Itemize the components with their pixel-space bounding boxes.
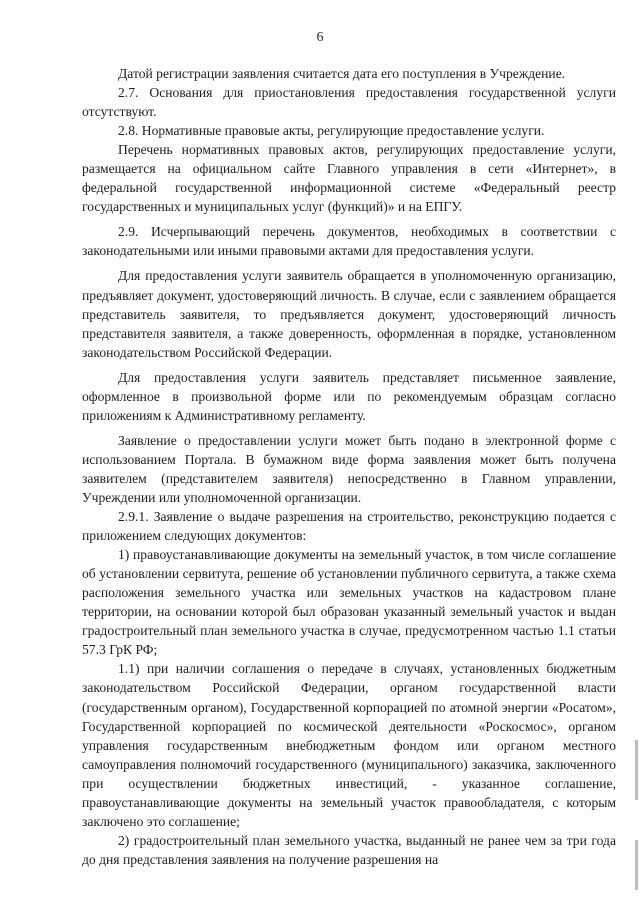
paragraph: Для предоставления услуги заявитель обращается в уполномоченную организацию, предъявляет документ, удостоверяющий личность. В случае, если с заявлением обращается представитель заявителя, то предъявляется документ, удостоверяющий личность представителя заявителя, а также доверенность, оформленная в порядке, установленном законодательством Российской Федерации. [82, 268, 616, 360]
scan-edge-mark [635, 840, 638, 890]
paragraph: Заявление о предоставлении услуги может быть подано в электронной форме с использованием Портала. В бумажном виде форма заявления может быть получена заявителем (представителем заявителя) непосредственно в Главном управлении, Учреждении или уполномоченной организации. [82, 432, 616, 505]
paragraph: Датой регистрации заявления считается дата его поступления в Учреждение. [118, 66, 566, 81]
paragraph: 2.7. Основания для приостановления предоставления государственной услуги отсутствуют. [82, 85, 616, 120]
document-body [82, 64, 616, 869]
paragraph: 2) градостроительный план земельного участка, выданный не ранее чем за три года до дня представления заявления на получение разрешения на [82, 832, 616, 867]
paragraph: 2.9.1. Заявление о выдаче разрешения на строительство, реконструкцию подается с приложением следующих документов: [82, 509, 616, 544]
paragraph: Для предоставления услуги заявитель представляет письменное заявление, оформленное в произвольной форме или по рекомендуемым образцам согласно приложениям к Административному регламенту. [82, 369, 616, 423]
paragraph: 1.1) при наличии соглашения о передаче в случаях, установленных бюджетным законодательством Российской Федерации, органом государственной власти (государственным органом), Государственной корпорацией по атомной энергии «Росатом», Государственной корпорацией по космической деятельности «Роскосмос», органом управления государственным внебюджетным фондом или органом местного самоуправления полномочий государственного (муниципального) заказчика, заключенного при осуществлении бюджетных инвестиций, - указанное соглашение, правоустанавливающие документы на земельный участок правообладателя, с которым заключено это соглашение; [82, 661, 616, 829]
paragraph: 2.9. Исчерпывающий перечень документов, необходимых в соответствии с законодательными или иными правовыми актами для предоставления услуги. [82, 224, 616, 259]
scan-edge-mark [635, 740, 638, 800]
paragraph: 2.8. Нормативные правовые акты, регулирующие предоставление услуги. [118, 123, 545, 139]
page-number: 6 [316, 30, 324, 45]
paragraph: 1) правоустанавливающие документы на земельный участок, в том числе соглашение об установлении сервитута, решение об установлении публичного сервитута, а также схема расположения земельного участка или земельных участков на кадастровом плане территории, на основании которой был образован указанный земельный участок и выдан градостроительный план земельного участка в случае, предусмотренном частью 1.1 статьи 57.3 ГрК РФ; [82, 547, 616, 658]
paragraph: Перечень нормативных правовых актов, регулирующих предоставление услуги, размещается на официальном сайте Главного управления в сети «Интернет», в федеральной государственной информационной системе «Федеральный реестр государственных и муниципальных услуг (функций)» и на ЕПГУ. [82, 142, 616, 215]
